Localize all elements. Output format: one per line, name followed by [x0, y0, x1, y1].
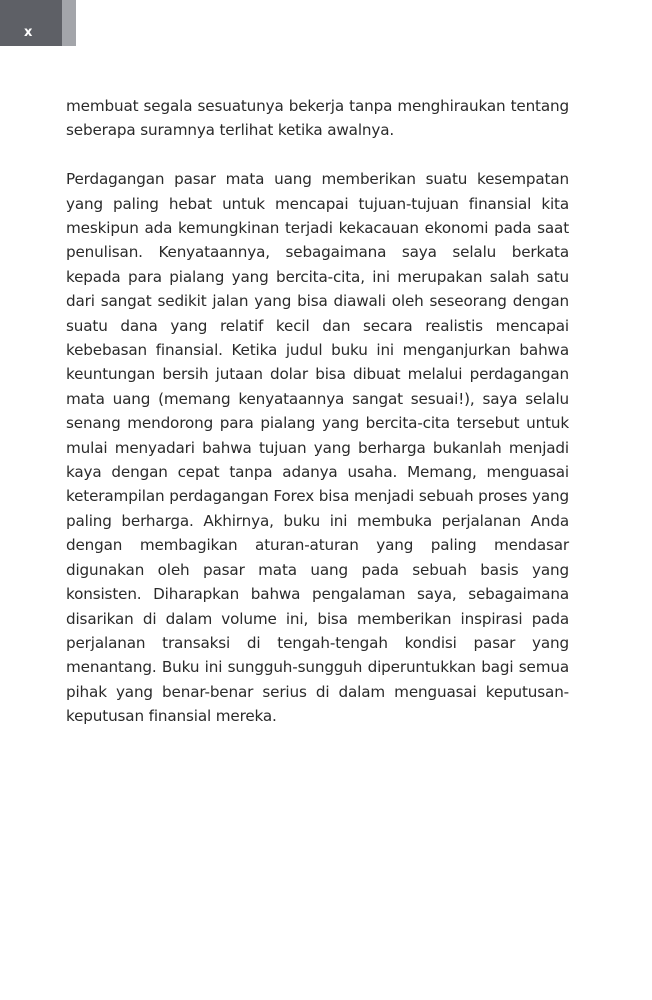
paragraph-continuation: membuat segala sesuatunya bekerja tanpa menghiraukan tentang seberapa suramnya terlihat ketika awalnya.: [66, 97, 569, 140]
page-number-tab-edge: [62, 0, 76, 46]
page-number: x: [24, 25, 33, 40]
body-text: [66, 94, 569, 729]
paragraph-main: Perdagangan pasar mata uang memberikan suatu kesempatan yang paling hebat untuk mencapai tujuan-tujuan finansial kita meskipun ada kemungkinan terjadi kekacauan ekonomi pada saat penulisan. Kenyataannya, sebagaimana saya selalu berkata kepada para pialang yang bercita-cita, ini merupakan salah satu dari sangat sedikit jalan yang bisa diawali oleh seseorang dengan suatu dana yang relatif kecil dan secara realistis mencapai kebebasan finansial. Ketika judul buku ini menganjurkan bahwa keuntungan bersih jutaan dolar bisa dibuat melalui perdagangan mata uang (memang kenyataannya sangat sesuai!), saya selalu senang mendorong para pialang yang bercita-cita tersebut untuk mulai menyadari bahwa tujuan yang berharga bukanlah menjadi kaya dengan cepat tanpa adanya usaha. Memang, menguasai keterampilan perdagangan Forex bisa menjadi sebuah proses yang paling berharga. Akhirnya, buku ini membuka perjalanan Anda dengan membagikan aturan-aturan yang paling mendasar digunakan oleh pasar mata uang pada sebuah basis yang konsisten. Diharapkan bahwa pengalaman saya, sebagaimana disarikan di dalam volume ini, bisa memberikan inspirasi pada perjalanan transaksi di tengah-tengah kondisi pasar yang menantang. Buku ini sungguh-sungguh diperuntukkan bagi semua pihak yang benar-benar serius di dalam menguasai keputusan-keputusan finansial mereka.: [66, 170, 569, 726]
